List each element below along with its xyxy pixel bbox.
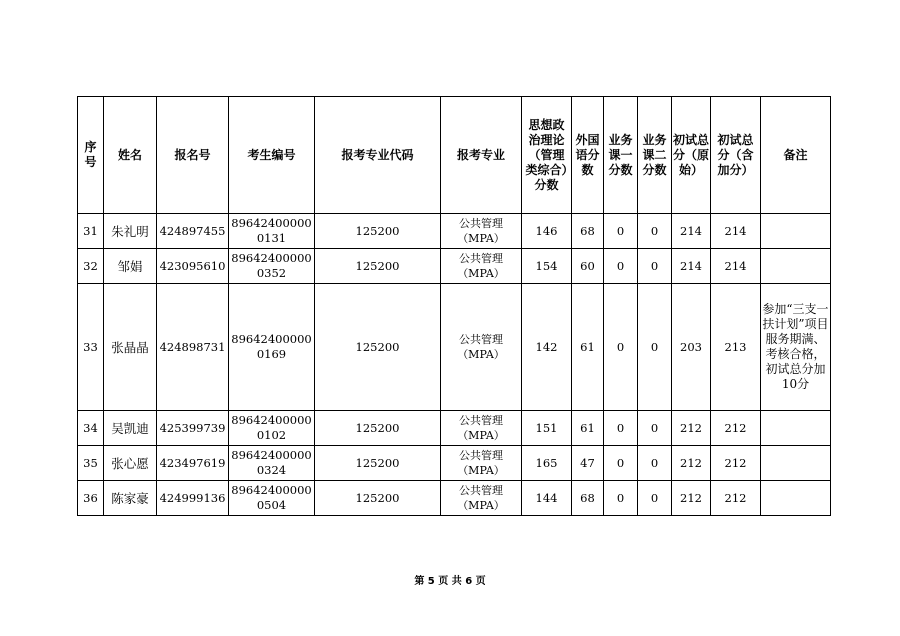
- cell-note: [761, 214, 831, 249]
- cell-major: [441, 214, 522, 249]
- cell-total-raw: 214: [672, 249, 711, 284]
- header-politics: 思想政治理论（管理类综合）分数: [522, 97, 572, 214]
- cell-foreign: 61: [572, 284, 604, 411]
- cell-reg-no: 424999136: [157, 481, 229, 516]
- header-course2: 业务课二分数: [638, 97, 672, 214]
- cell-major: [441, 481, 522, 516]
- cell-note: 参加“三支一扶计划”项目服务期满、考核合格，初试总分加10分: [761, 284, 831, 411]
- cell-course2: 0: [638, 411, 672, 446]
- cell-politics: 142: [522, 284, 572, 411]
- cell-course1: 0: [604, 446, 638, 481]
- cell-note: [761, 481, 831, 516]
- cell-foreign: 60: [572, 249, 604, 284]
- cell-major: [441, 446, 522, 481]
- cell-foreign: 47: [572, 446, 604, 481]
- major-line1: 公共管理: [459, 252, 503, 265]
- cell-name: 陈家豪: [104, 481, 157, 516]
- table-row: [78, 214, 831, 249]
- cell-politics: 146: [522, 214, 572, 249]
- exam-no-line1: 89642400000: [231, 448, 312, 462]
- major-line1: 公共管理: [459, 217, 503, 230]
- header-major-code: 报考专业代码: [315, 97, 441, 214]
- cell-name: 吴凯迪: [104, 411, 157, 446]
- cell-exam-no: [229, 284, 315, 411]
- cell-total-bonus: 214: [711, 214, 761, 249]
- header-seq: 序号: [78, 97, 104, 214]
- major-line1: 公共管理: [459, 414, 503, 427]
- table-row: [78, 249, 831, 284]
- cell-exam-no: [229, 411, 315, 446]
- cell-seq: 31: [78, 214, 104, 249]
- major-line2: （MPA）: [457, 348, 505, 361]
- exam-no-line1: 89642400000: [231, 483, 312, 497]
- cell-politics: 151: [522, 411, 572, 446]
- cell-reg-no: 423497619: [157, 446, 229, 481]
- exam-no-line1: 89642400000: [231, 413, 312, 427]
- cell-major-code: 125200: [315, 446, 441, 481]
- header-name: 姓名: [104, 97, 157, 214]
- header-reg-no: 报名号: [157, 97, 229, 214]
- cell-politics: 144: [522, 481, 572, 516]
- major-line1: 公共管理: [459, 333, 503, 346]
- cell-course2: 0: [638, 481, 672, 516]
- cell-course2: 0: [638, 446, 672, 481]
- cell-name: 朱礼明: [104, 214, 157, 249]
- cell-name: 张心愿: [104, 446, 157, 481]
- cell-foreign: 61: [572, 411, 604, 446]
- major-line2: （MPA）: [457, 464, 505, 477]
- cell-note: [761, 249, 831, 284]
- cell-total-raw: 214: [672, 214, 711, 249]
- major-line1: 公共管理: [459, 449, 503, 462]
- cell-seq: 34: [78, 411, 104, 446]
- major-line2: （MPA）: [457, 267, 505, 280]
- page-number-footer: 第 5 页 共 6 页: [414, 576, 486, 587]
- cell-course1: 0: [604, 214, 638, 249]
- cell-course1: 0: [604, 481, 638, 516]
- cell-reg-no: 423095610: [157, 249, 229, 284]
- cell-reg-no: 424898731: [157, 284, 229, 411]
- exam-no-line1: 89642400000: [231, 332, 312, 346]
- cell-exam-no: [229, 481, 315, 516]
- cell-total-raw: 212: [672, 411, 711, 446]
- cell-seq: 35: [78, 446, 104, 481]
- cell-total-bonus: 214: [711, 249, 761, 284]
- exam-no-line2: 0102: [256, 428, 287, 442]
- cell-total-bonus: 212: [711, 446, 761, 481]
- cell-course1: 0: [604, 249, 638, 284]
- cell-politics: 165: [522, 446, 572, 481]
- cell-name: 张晶晶: [104, 284, 157, 411]
- cell-seq: 36: [78, 481, 104, 516]
- cell-name: 邹娟: [104, 249, 157, 284]
- exam-no-line2: 0324: [256, 463, 287, 477]
- cell-exam-no: [229, 249, 315, 284]
- cell-note: [761, 446, 831, 481]
- header-total-bonus: 初试总分（含加分）: [711, 97, 761, 214]
- cell-seq: 32: [78, 249, 104, 284]
- exam-no-line2: 0169: [256, 347, 287, 361]
- cell-exam-no: [229, 214, 315, 249]
- exam-no-line2: 0504: [256, 498, 287, 512]
- cell-major: [441, 284, 522, 411]
- cell-major-code: 125200: [315, 214, 441, 249]
- major-line2: （MPA）: [457, 499, 505, 512]
- table-row: [78, 284, 831, 411]
- header-foreign: 外国语分数: [572, 97, 604, 214]
- cell-course2: 0: [638, 249, 672, 284]
- header-total-raw: 初试总分（原始）: [672, 97, 711, 214]
- major-line1: 公共管理: [459, 484, 503, 497]
- cell-major: [441, 249, 522, 284]
- exam-no-line1: 89642400000: [231, 251, 312, 265]
- cell-note: [761, 411, 831, 446]
- exam-no-line2: 0131: [256, 231, 287, 245]
- exam-no-line1: 89642400000: [231, 216, 312, 230]
- cell-total-bonus: 213: [711, 284, 761, 411]
- cell-foreign: 68: [572, 214, 604, 249]
- cell-major: [441, 411, 522, 446]
- cell-total-bonus: 212: [711, 481, 761, 516]
- header-note: 备注: [761, 97, 831, 214]
- cell-major-code: 125200: [315, 481, 441, 516]
- header-major: 报考专业: [441, 97, 522, 214]
- major-line2: （MPA）: [457, 429, 505, 442]
- cell-reg-no: 425399739: [157, 411, 229, 446]
- table-row: [78, 411, 831, 446]
- header-course1: 业务课一分数: [604, 97, 638, 214]
- cell-major-code: 125200: [315, 284, 441, 411]
- header-exam-no: 考生编号: [229, 97, 315, 214]
- cell-total-raw: 203: [672, 284, 711, 411]
- cell-foreign: 68: [572, 481, 604, 516]
- table-row: [78, 481, 831, 516]
- cell-exam-no: [229, 446, 315, 481]
- cell-total-bonus: 212: [711, 411, 761, 446]
- exam-no-line2: 0352: [256, 266, 287, 280]
- table-row: [78, 446, 831, 481]
- cell-reg-no: 424897455: [157, 214, 229, 249]
- cell-course1: 0: [604, 411, 638, 446]
- score-table: [77, 96, 831, 516]
- cell-seq: 33: [78, 284, 104, 411]
- cell-course2: 0: [638, 214, 672, 249]
- header-row: [78, 97, 831, 214]
- cell-course2: 0: [638, 284, 672, 411]
- cell-total-raw: 212: [672, 446, 711, 481]
- cell-major-code: 125200: [315, 411, 441, 446]
- major-line2: （MPA）: [457, 232, 505, 245]
- cell-major-code: 125200: [315, 249, 441, 284]
- cell-course1: 0: [604, 284, 638, 411]
- cell-politics: 154: [522, 249, 572, 284]
- cell-total-raw: 212: [672, 481, 711, 516]
